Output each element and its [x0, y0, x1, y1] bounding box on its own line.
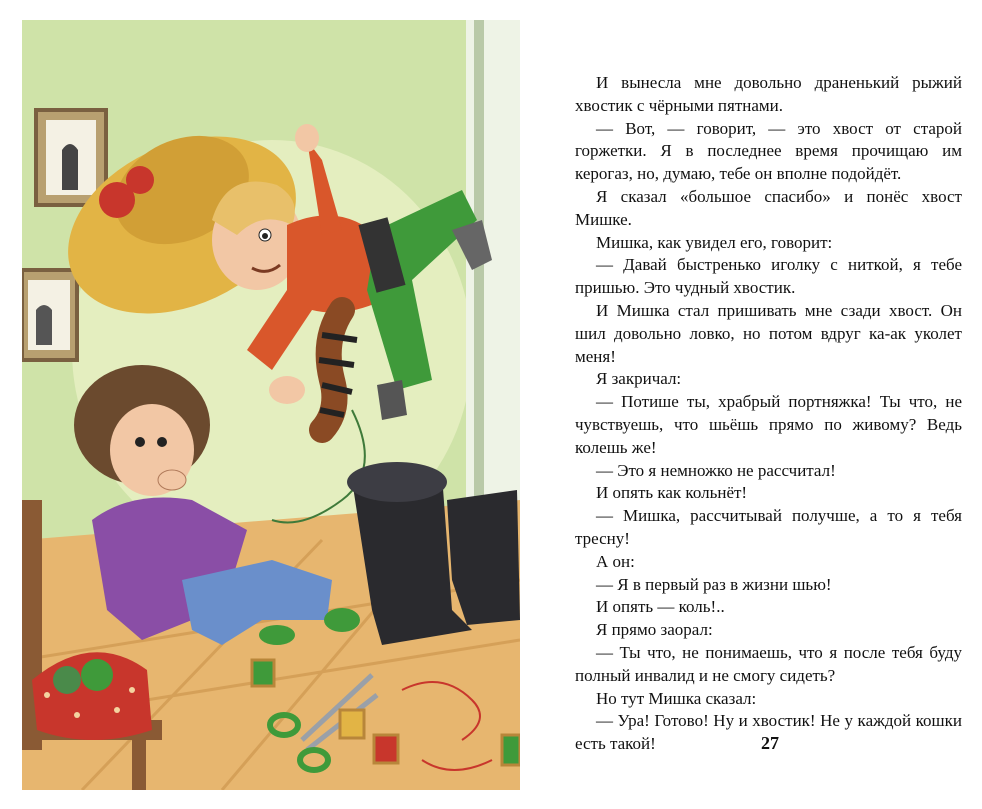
picture-frame-bottom [22, 270, 77, 360]
paragraph: — Вот, — говорит, — это хвост от старой горжетки. Я в последнее время прочищаю им керогаз, но, думаю, тебе он вполне подойдёт. [575, 118, 962, 184]
paragraph: — Мишка, рассчитывай получше, а то я тебя тресну! [575, 506, 962, 548]
illustration-drawing [22, 20, 520, 790]
paragraph: — Потише ты, храбрый портняжка! Ты что, не чувствуешь, что шьёшь прямо по живому? Ведь колешь же! [575, 392, 962, 457]
paragraph: А он: [596, 551, 635, 571]
paragraph: И опять как кольнёт! [596, 483, 748, 503]
paragraph: Но тут Мишка сказал: [596, 688, 757, 708]
paragraph: — Это я немножко не рассчитал! [596, 460, 836, 480]
text-page [575, 72, 962, 756]
paragraph: И вынесла мне довольно драненький рыжий хвостик с чёрными пятнами. [575, 73, 962, 115]
paragraph: — Ты что, не понимаешь, что я после тебя буду полный инвалид и не смогу сидеть? [575, 642, 962, 685]
illustration [22, 20, 520, 790]
paragraph: Я сказал «большое спасибо» и понёс хвост Мишке. [575, 186, 962, 229]
paragraph: — Ура! Готово! Ну и хвостик! Не у каждой кошки есть такой! [575, 711, 962, 754]
paragraph: Мишка, как увидел его, говорит: [596, 232, 833, 252]
paragraph: — Давай быстренько иголку с ниткой, я тебе пришью. Это чудный хвостик. [575, 255, 962, 298]
paragraph: И опять — коль!.. [596, 597, 725, 617]
paragraph: — Я в первый раз в жизни шью! [596, 574, 832, 594]
page-number: 27 [761, 733, 779, 753]
paragraph: И Мишка стал пришивать мне сзади хвост. Он шил довольно ловко, но потом вдруг ка-ак уколет меня! [575, 300, 962, 366]
paragraph: Я прямо заорал: [596, 620, 713, 640]
paragraph: Я закричал: [596, 369, 682, 389]
